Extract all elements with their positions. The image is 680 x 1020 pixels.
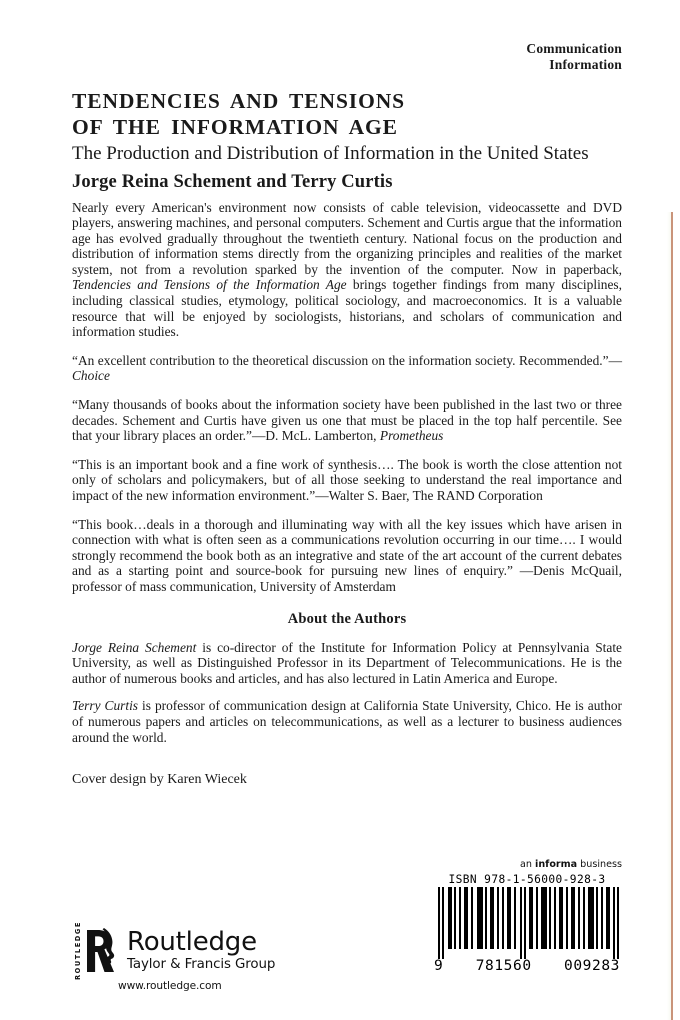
- author-bio-text: is co-director of the Institute for Information Policy at Pennsylvania State University, as well as Distinguished Professor in its Department of Telecommunications. He is the author of numerous books and articles, and has also lectured in Latin America and Europe.: [72, 639, 622, 686]
- series-line-1: Communication: [526, 41, 622, 56]
- description-part-2: brings together findings from many disciplines, including classical studies, etymology, political sociology, and macroeconomics. It is a valuable resource that will be enjoyed by sociologists, historians, and scholars of communication and information studies.: [72, 277, 622, 340]
- cover-design-credit: Cover design by Karen Wiecek: [72, 772, 247, 788]
- description-italic-title: Tendencies and Tensions of the Information Age: [72, 277, 347, 293]
- description-paragraph: [72, 200, 622, 340]
- book-title-line-1: TENDENCIES AND TENSIONS: [72, 89, 405, 113]
- author-bio-name: Jorge Reina Schement: [72, 639, 197, 655]
- book-authors: Jorge Reina Schement and Terry Curtis: [72, 171, 393, 192]
- routledge-wordmark: [127, 928, 275, 972]
- routledge-vertical-wordmark: ROUTLEDGE: [74, 921, 82, 981]
- barcode-digit-group-1: 781560: [475, 958, 532, 974]
- barcode-digit-group-2: 009283: [564, 958, 620, 974]
- barcode-digits: [432, 958, 622, 974]
- author-bio: [72, 640, 622, 687]
- routledge-url[interactable]: www.routledge.com: [118, 980, 222, 992]
- author-bio: [72, 698, 622, 745]
- informa-business-line: [432, 859, 622, 870]
- series-line-2: Information: [549, 56, 622, 72]
- review-text: “This is an important book and a fine work of synthesis…. The book is worth the close attention not only of scholars and policymakers, but of all those seeking to understand the real importance and impact of the new information environment.”—Walter S. Baer, The RAND Corporation: [72, 456, 622, 503]
- review-quote: [72, 457, 622, 504]
- informa-prefix: an: [520, 859, 536, 870]
- book-title: [72, 89, 622, 140]
- informa-brand: informa: [535, 859, 578, 870]
- isbn-text: ISBN 978-1-56000-928-3: [448, 873, 606, 886]
- review-quote: [72, 353, 622, 384]
- review-quote: [72, 517, 622, 595]
- back-cover-page: [72, 0, 622, 1020]
- author-bio-name: Terry Curtis: [72, 698, 139, 714]
- series-header: [72, 0, 622, 72]
- review-text: “This book…deals in a thorough and illuminating way with all the key issues which have arisen in connection with what is often seen as a communications revolution occurring in our time…. I would strongly recommend the book both as an integrative and state of the art account of the current debates and as a starting point and source-book for pursuing new lines of enquiry.” —Denis McQuail, professor of mass communication, University of Amsterdam: [72, 516, 622, 594]
- review-quote: [72, 397, 622, 444]
- routledge-name: Routledge: [127, 927, 257, 957]
- review-text: “Many thousands of books about the information society have been published in the last two or three decades. Schement and Curtis have given us one that must be placed in the top half percentile. See that your library places an order.”—D. McL. Lamberton,: [72, 397, 622, 444]
- informa-suffix: business: [577, 859, 622, 870]
- barcode-block: [432, 859, 622, 974]
- about-the-authors-heading: About the Authors: [287, 610, 407, 627]
- review-text: “An excellent contribution to the theoretical discussion on the information society. Recommended.”—: [72, 352, 622, 368]
- spine-edge-line: [671, 212, 673, 1020]
- routledge-r-face-icon: [84, 928, 118, 974]
- routledge-logo[interactable]: [72, 921, 276, 981]
- review-source: Choice: [72, 368, 110, 384]
- routledge-tagline: Taylor & Francis Group: [127, 957, 276, 972]
- book-title-line-2: OF THE INFORMATION AGE: [72, 114, 398, 139]
- review-source: Prometheus: [379, 428, 444, 444]
- author-bio-text: is professor of communication design at California State University, Chico. He is author of numerous papers and articles on telecommunications, as well as a lecturer to business audiences around the world.: [72, 698, 622, 745]
- routledge-mark: [72, 921, 118, 981]
- ean13-barcode-icon: [432, 887, 622, 959]
- book-subtitle: The Production and Distribution of Information in the United States: [72, 143, 589, 164]
- barcode-digit-lead: 9: [434, 958, 444, 974]
- footer-zone: [72, 859, 622, 996]
- description-part-1: Nearly every American's environment now consists of cable television, videocassette and DVD players, answering machines, and personal computers. Schement and Curtis argue that the information age has evolved gradually throughout the twentieth century. National focus on the production and distribution of information stems directly from the organizing principles and realities of the market system, not from a revolution sparked by the invention of the computer. Now in paperback,: [72, 199, 622, 277]
